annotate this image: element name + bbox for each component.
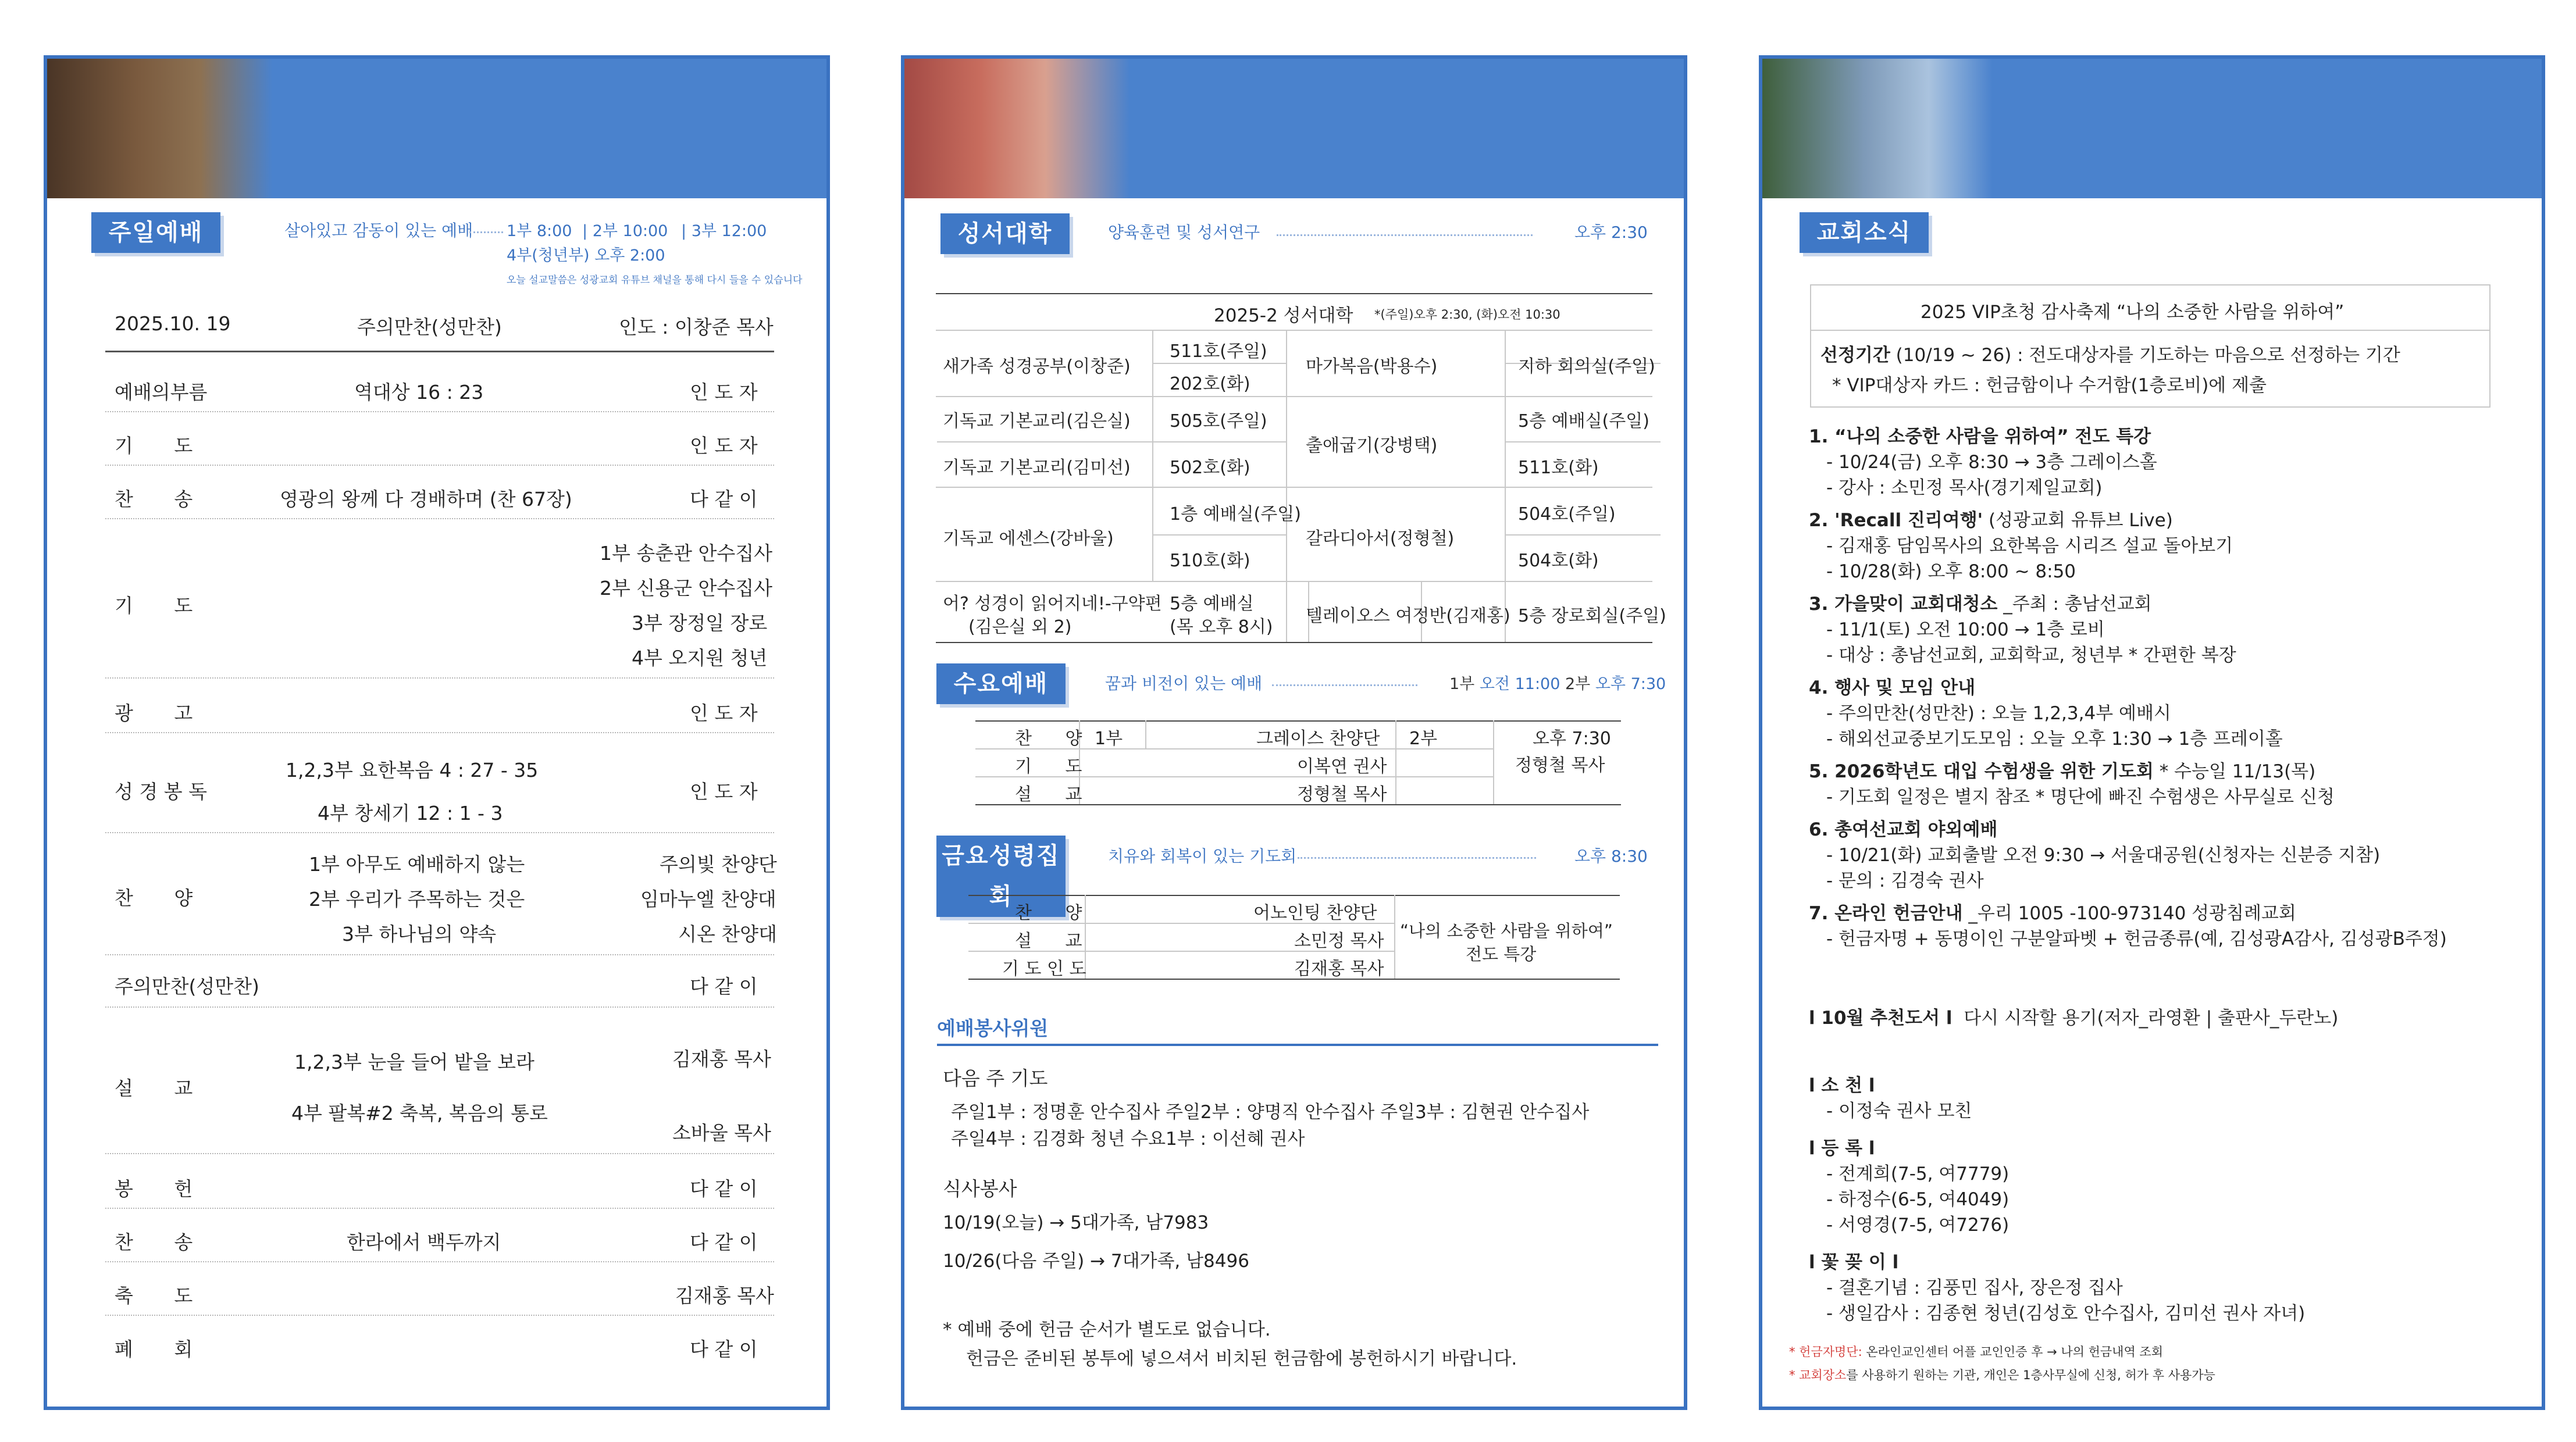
vip-box-divider <box>1811 330 2489 331</box>
prayer-head: 다음 주 기도 <box>943 1067 1048 1090</box>
book-line: l 10월 추천도서 l 다시 시작할 용기(저자_라영환 | 출판사_두란노) <box>1809 1008 2339 1029</box>
registration-item: - 하정수(6-5, 여4049) <box>1826 1189 2010 1210</box>
wed-label: 기 도 <box>1015 756 1096 777</box>
flower-item: - 결혼기념 : 김풍민 집사, 장은정 집사 <box>1826 1277 2123 1298</box>
cell-vline <box>1286 330 1287 642</box>
row-right: 인 도 자 <box>690 780 758 803</box>
tagline: 살아있고 감동이 있는 예배 <box>284 221 473 240</box>
transfer-item: - 이정숙 권사 모친 <box>1826 1101 1972 1122</box>
wed-times: 1부 오전 11:00 2부 오후 7:30 <box>1449 675 1666 693</box>
prayer-3: 3부 장정일 장로 <box>632 612 768 634</box>
table-note: *(주일)오후 2:30, (화)오전 10:30 <box>1374 308 1560 322</box>
fri-label: 설 교 <box>1015 931 1096 951</box>
news-head-3: 3. 가을맞이 교회대청소 _주최 : 총남선교회 <box>1809 594 2152 615</box>
class-name: 기독교 기본교리(김은실) <box>943 411 1131 431</box>
news-head-4: 4. 행사 및 모임 안내 <box>1809 677 1976 698</box>
cell-vline <box>1145 720 1146 748</box>
class-name: 기독교 에센스(강바울) <box>943 529 1114 549</box>
news-sub: - 기도회 일정은 별지 참조 * 명단에 빠진 수험생은 사무실로 신청 <box>1826 787 2335 808</box>
sermon-2: 4부 팔복#2 축복, 복음의 통로 <box>291 1102 548 1125</box>
reading-1: 1,2,3부 요한복음 4 : 27 - 35 <box>286 759 539 781</box>
dots <box>1272 684 1417 686</box>
row-label: 폐 회 <box>115 1338 211 1361</box>
table-line <box>936 487 1652 488</box>
news-sub: - 10/28(화) 오후 8:00 ~ 8:50 <box>1826 561 2076 582</box>
fri-note-2: 전도 특강 <box>1466 944 1537 964</box>
table-bottom <box>936 642 1652 643</box>
row-right: 다 같 이 <box>690 1338 758 1361</box>
news-sub: - 11/1(토) 오전 10:00 → 1층 로비 <box>1826 619 2105 640</box>
table-line <box>936 581 1652 582</box>
class-room: 504호(주일) <box>1518 504 1616 524</box>
cell-vline <box>1395 720 1396 804</box>
tagline: 꿈과 비전이 있는 예배 <box>1105 674 1263 693</box>
class-name: 기독교 기본교리(김미선) <box>943 458 1131 478</box>
class-room: 511호(화) <box>1518 458 1599 478</box>
separator <box>105 954 774 955</box>
meal-line-2: 10/26(다음 주일) → 7대가족, 남8496 <box>943 1251 1249 1272</box>
volunteer-underline <box>937 1044 1658 1046</box>
wed-value: 이복연 권사 <box>1297 756 1387 777</box>
worship-photo <box>47 59 303 198</box>
row-right: 다 같 이 <box>690 1231 758 1254</box>
separator <box>105 1153 774 1154</box>
fri-value: 김재홍 목사 <box>1294 959 1384 979</box>
class-room: 505호(주일) <box>1170 411 1267 431</box>
row-label: 성 경 봉 독 <box>115 780 207 803</box>
table-top <box>975 720 1621 722</box>
separator <box>105 1315 774 1316</box>
class-room: 5층 예배실(주일) <box>1518 411 1649 431</box>
row-label: 설 교 <box>115 1077 211 1100</box>
table-title: 2025-2 성서대학 <box>1214 305 1353 326</box>
row-label: 기 도 <box>115 434 211 457</box>
section-title: 주일예배 <box>91 212 220 253</box>
dots <box>1277 234 1533 236</box>
time-4: 4부(청년부) 오후 2:00 <box>507 247 665 265</box>
reading-2: 4부 창세기 12 : 1 - 3 <box>318 802 503 824</box>
transfer-head: l 소 천 l <box>1809 1075 1875 1096</box>
study-panel <box>901 55 1687 1410</box>
class-name: 어? 성경이 읽어지네!-구약편 <box>943 594 1162 614</box>
cell-line <box>937 441 1286 442</box>
meal-line-1: 10/19(오늘) → 5대가족, 남7983 <box>943 1212 1209 1233</box>
fri-note-1: “나의 소중한 사람을 위하여” <box>1400 921 1613 941</box>
news-sub: - 10/24(금) 오후 8:30 → 3층 그레이스홀 <box>1826 452 2157 473</box>
row-label: 봉 헌 <box>115 1177 211 1200</box>
class-name: 새가족 성경공부(이창준) <box>943 356 1131 377</box>
class-teacher: (김은실 외 2) <box>968 617 1072 637</box>
choir-2: 임마누엘 찬양대 <box>640 888 776 911</box>
praise-3: 3부 하나님의 약속 <box>342 923 497 945</box>
cell-vline <box>1152 330 1153 581</box>
footnote-1: * 헌금자명단: 온라인교인센터 어플 교인인증 후 → 나의 헌금내역 조회 <box>1789 1345 2163 1359</box>
vip-title: 2025 VIP초청 감사축제 “나의 소중한 사람을 위하여” <box>1921 302 2345 323</box>
news-panel <box>1759 55 2545 1410</box>
prayer-4: 4부 오지원 청년 <box>632 647 768 669</box>
prayer-2: 2부 신용군 안수집사 <box>600 577 772 599</box>
separator <box>105 677 774 679</box>
registration-item: - 서영경(7-5, 여7276) <box>1826 1215 2010 1236</box>
row-label: 찬 송 <box>115 488 211 511</box>
vip-line-2: * VIP대상자 카드 : 헌금함이나 수거함(1층로비)에 제출 <box>1832 375 2267 396</box>
sermon-1: 1,2,3부 눈을 들어 밭을 보라 <box>294 1051 535 1073</box>
separator <box>105 1006 774 1008</box>
divider <box>105 351 774 352</box>
leader: 인도 : 이창준 목사 <box>619 316 774 338</box>
class-time: (목 오후 8시) <box>1170 617 1273 637</box>
wed-right-time: 오후 7:30 <box>1533 729 1611 749</box>
flower-head: l 꽃 꽂 이 l <box>1809 1252 1899 1273</box>
news-sub: - 헌금자명 + 동명이인 구분알파벳 + 헌금종류(예, 김성광A감사, 김성광B주정) <box>1826 929 2447 950</box>
news-head-7: 7. 온라인 헌금안내 _우리 1005 -100-973140 성광침례교회 <box>1809 903 2296 924</box>
row-label: 예배의부름 <box>115 381 208 404</box>
separator <box>105 518 774 519</box>
news-sub: - 10/21(화) 교회출발 오전 9:30 → 서울대공원(신청자는 신분증 지참) <box>1826 845 2381 866</box>
news-head-1: 1. “나의 소중한 사람을 위하여” 전도 특강 <box>1809 426 2151 447</box>
choir-photo <box>904 59 1160 198</box>
fri-label: 찬 양 <box>1015 903 1096 923</box>
row-content: 한라에서 백두까지 <box>347 1231 501 1254</box>
banner <box>1762 59 2542 198</box>
flower-item: - 생일감사 : 김종현 청년(김성호 안수집사, 김미선 권사 자녀) <box>1826 1303 2306 1324</box>
row-content: 역대상 16 : 23 <box>354 381 484 404</box>
class-name: 출애굽기(강병택) <box>1306 436 1438 456</box>
table-line <box>936 330 1652 331</box>
tagline: 치유와 회복이 있는 기도회 <box>1108 847 1297 866</box>
wed-value: 정형철 목사 <box>1297 784 1387 805</box>
time: 오후 8:30 <box>1574 847 1648 866</box>
class-room: 502호(화) <box>1170 458 1250 478</box>
separator <box>105 1261 774 1262</box>
class-name: 텔레이오스 여정반(김재홍) <box>1306 606 1510 626</box>
registration-item: - 전계희(7-5, 여7779) <box>1826 1163 2010 1184</box>
section-title: 교회소식 <box>1800 212 1929 253</box>
separator <box>105 732 774 733</box>
wed-right-name: 정형철 목사 <box>1515 755 1605 776</box>
row-label: 축 도 <box>115 1284 211 1307</box>
time: 오후 2:30 <box>1574 223 1648 242</box>
registration-head: l 등 록 l <box>1809 1138 1875 1159</box>
church-photo <box>1762 59 2018 198</box>
footnote-2: * 교회장소를 사용하기 원하는 기관, 개인은 1층사무실에 신청, 허가 후 사용가능 <box>1789 1368 2215 1382</box>
table-line <box>936 396 1652 397</box>
cell-line <box>1505 441 1661 442</box>
class-room: 5층 장로회실(주일) <box>1518 606 1666 626</box>
separator <box>105 411 774 412</box>
preacher-2: 소바울 목사 <box>672 1122 771 1144</box>
news-sub: - 대상 : 총남선교회, 교회학교, 청년부 * 간편한 복장 <box>1826 645 2236 666</box>
row-right: 다 같 이 <box>690 1177 758 1200</box>
wed-label: 찬 양 <box>1015 729 1096 749</box>
row-label: 광 고 <box>115 702 211 724</box>
dots <box>1298 857 1536 859</box>
row-content: 영광의 왕께 다 경배하며 (찬 67장) <box>280 488 572 511</box>
class-room: 510호(화) <box>1170 551 1250 571</box>
class-room: 504호(화) <box>1518 551 1599 571</box>
row-label: 찬 송 <box>115 1231 211 1254</box>
row-label: 찬 양 <box>115 887 211 909</box>
row-right: 다 같 이 <box>690 975 758 998</box>
row-right: 인 도 자 <box>690 434 758 457</box>
row-right: 다 같 이 <box>690 488 758 511</box>
table-top <box>936 293 1652 294</box>
offering-note-1: * 예배 중에 헌금 순서가 별도로 없습니다. <box>943 1319 1271 1340</box>
cell-line <box>1505 534 1661 536</box>
time-1: 1부 8:00 <box>507 222 572 240</box>
separator <box>105 465 774 466</box>
wed-value: 그레이스 찬양단 <box>1256 729 1380 749</box>
banner <box>47 59 826 198</box>
cell-line <box>1152 534 1286 536</box>
prayer-1: 1부 송춘관 안수집사 <box>600 542 772 565</box>
wed-label: 설 교 <box>1015 784 1096 805</box>
news-sub: - 문의 : 김경숙 권사 <box>1826 870 1984 891</box>
offering-note-2: 헌금은 준비된 봉투에 넣으셔서 비치된 헌금함에 봉헌하시기 바랍니다. <box>966 1348 1517 1369</box>
class-room: 202호(화) <box>1170 374 1250 394</box>
row-label: 주의만찬(성만찬) <box>115 975 259 998</box>
wed-part: 2부 <box>1409 729 1438 749</box>
praise-1: 1부 아무도 예배하지 않는 <box>309 853 525 876</box>
choir-3: 시온 찬양대 <box>678 923 777 945</box>
class-name: 마가복음(박용수) <box>1306 356 1438 377</box>
volunteer-title: 예배봉사위원 <box>937 1017 1049 1040</box>
praise-2: 2부 우리가 주목하는 것은 <box>309 888 525 911</box>
vip-line-1: 선정기간 (10/19 ~ 26) : 전도대상자를 기도하는 마음으로 선정하는 기간 <box>1820 345 2400 366</box>
friday-title: 금요성령집회 <box>936 836 1066 917</box>
class-room: 5층 예배실 <box>1170 594 1254 614</box>
class-room: 지하 회의실(주일) <box>1518 356 1655 377</box>
cell-vline <box>1493 720 1494 804</box>
row-right: 인 도 자 <box>690 381 758 404</box>
time-2: | 2부 10:00 <box>582 222 668 240</box>
choir-1: 주의빛 찬양단 <box>660 853 777 876</box>
separator <box>105 832 774 833</box>
fri-value: 소민정 목사 <box>1294 931 1384 951</box>
tagline: 양육훈련 및 성서연구 <box>1108 223 1260 242</box>
prayer-line-2: 주일4부 : 김경화 청년 수요1부 : 이선혜 권사 <box>951 1129 1305 1150</box>
wed-part: 1부 <box>1095 729 1123 749</box>
banner <box>904 59 1684 198</box>
fri-label: 기 도 인 도 <box>1002 959 1086 979</box>
separator <box>105 1208 774 1209</box>
news-head-2: 2. 'Recall 진리여행' (성광교회 유튜브 Live) <box>1809 510 2173 531</box>
cell-vline <box>1505 330 1506 642</box>
prayer-line-1: 주일1부 : 정명훈 안수집사 주일2부 : 양명직 안수집사 주일3부 : 김현권 안수집사 <box>951 1102 1590 1123</box>
preacher-1: 김재홍 목사 <box>672 1048 771 1070</box>
news-sub: - 주의만찬(성만찬) : 오늘 1,2,3,4부 예배시 <box>1826 703 2171 724</box>
meal-head: 식사봉사 <box>943 1177 1017 1200</box>
wednesday-title: 수요예배 <box>936 663 1066 704</box>
fri-value: 어노인팅 찬양단 <box>1253 903 1377 923</box>
worship-panel <box>44 55 830 1410</box>
row-label: 기 도 <box>115 594 211 617</box>
cell-line <box>1152 363 1286 364</box>
row-right: 인 도 자 <box>690 702 758 724</box>
date: 2025.10. 19 <box>115 312 231 335</box>
news-head-5: 5. 2026학년도 대입 수험생을 위한 기도회 * 수능일 11/13(목) <box>1809 761 2316 782</box>
dots <box>469 231 503 233</box>
class-name: 갈라디아서(정형철) <box>1306 529 1455 549</box>
class-room: 511호(주일) <box>1170 341 1267 362</box>
time-3: | 3부 12:00 <box>681 222 767 240</box>
table-top <box>968 895 1620 896</box>
news-sub: - 강사 : 소민정 목사(경기제일교회) <box>1826 477 2103 498</box>
news-sub: - 해외선교중보기도모임 : 오늘 오후 1:30 → 1층 프레이홀 <box>1826 729 2283 749</box>
news-head-6: 6. 총여선교회 야외예배 <box>1809 819 1998 840</box>
service-name: 주의만찬(성만찬) <box>357 316 502 338</box>
news-sub: - 김재홍 담임목사의 요한복음 시리즈 설교 돌아보기 <box>1826 536 2233 556</box>
class-room: 1층 예배실(주일) <box>1170 504 1301 524</box>
row-right: 김재홍 목사 <box>675 1284 774 1307</box>
section-title: 성서대학 <box>940 213 1070 254</box>
cell-vline <box>1394 895 1395 979</box>
sermon-note: 오늘 설교말씀은 성광교회 유튜브 채널을 통해 다시 들을 수 있습니다 <box>507 274 803 286</box>
